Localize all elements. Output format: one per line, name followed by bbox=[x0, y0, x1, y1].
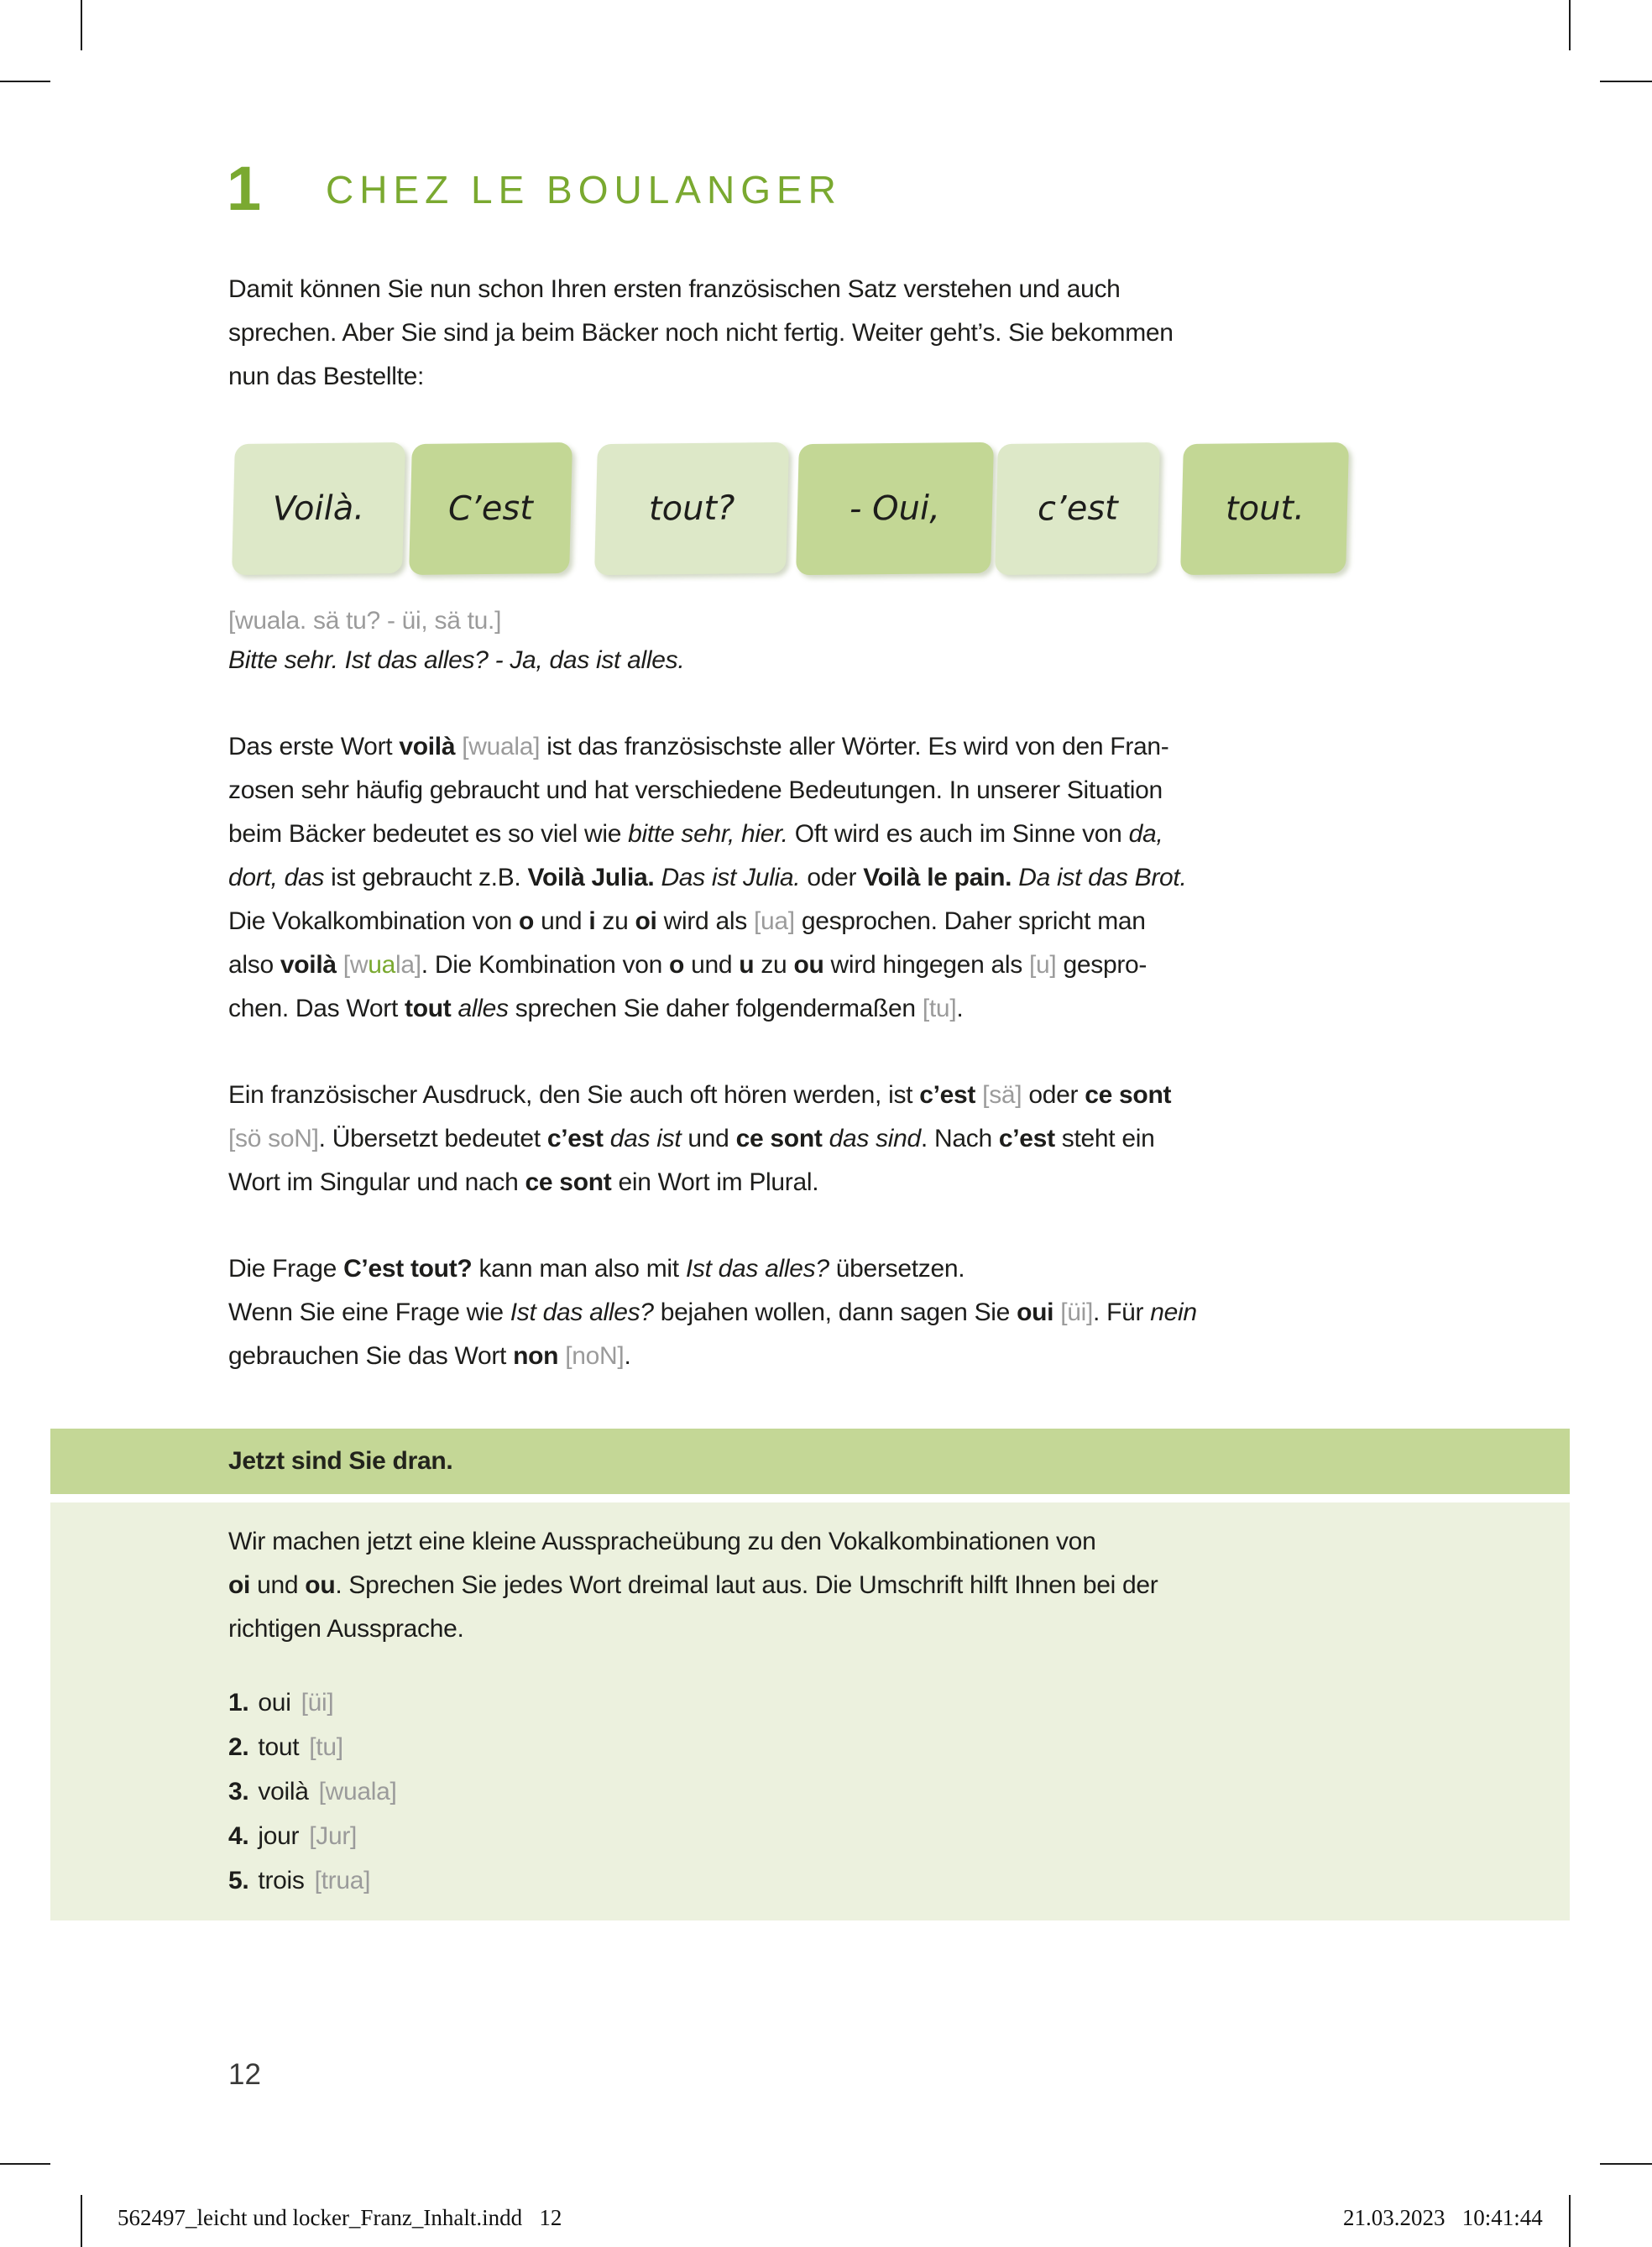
page-number: 12 bbox=[228, 2058, 261, 2091]
crop-mark-top-left-vertical bbox=[81, 0, 82, 50]
item-number: 1. bbox=[228, 1689, 249, 1717]
dialogue-tile bbox=[796, 442, 994, 575]
dialogue-tile bbox=[1180, 442, 1349, 575]
list-item bbox=[228, 1680, 397, 1725]
exercise-title: Jetzt sind Sie dran. bbox=[228, 1447, 453, 1475]
list-item bbox=[228, 1814, 397, 1858]
item-number: 5. bbox=[228, 1867, 249, 1894]
item-word: trois bbox=[258, 1867, 305, 1894]
dialogue-tile bbox=[409, 442, 572, 575]
item-pronunciation: [trua] bbox=[314, 1867, 371, 1894]
text-line: zosen sehr häufig gebraucht und hat verschiedene Bedeutungen. In unserer Situation bbox=[228, 776, 1163, 804]
text-line: Das erste Wort voilà [wuala] ist das französischste aller Wörter. Es wird von den Fran- bbox=[228, 733, 1169, 760]
item-pronunciation: [tu] bbox=[309, 1733, 343, 1761]
tile-label: tout? bbox=[648, 489, 735, 529]
item-number: 2. bbox=[228, 1733, 249, 1761]
tile-label: Voilà. bbox=[272, 489, 365, 529]
crop-mark-bottom-right-vertical bbox=[1569, 2195, 1571, 2247]
crop-mark-bottom-right-horizontal bbox=[1600, 2163, 1652, 2165]
item-word: oui bbox=[258, 1689, 291, 1717]
item-number: 3. bbox=[228, 1778, 249, 1805]
text-line: Damit können Sie nun schon Ihren ersten französischen Satz verstehen und auch bbox=[228, 275, 1121, 303]
dialogue-tile bbox=[232, 442, 405, 575]
crop-mark-top-left-horizontal bbox=[0, 81, 50, 82]
text-line: nun das Bestellte: bbox=[228, 363, 425, 390]
text-line: gebrauchen Sie das Wort non [noN]. bbox=[228, 1342, 631, 1370]
print-filename: 562497_leicht und locker_Franz_Inhalt.indd 12 bbox=[118, 2205, 562, 2230]
item-pronunciation: [Jur] bbox=[309, 1822, 358, 1850]
list-item bbox=[228, 1858, 397, 1903]
text-line: richtigen Aussprache. bbox=[228, 1615, 464, 1643]
text-line: Wenn Sie eine Frage wie Ist das alles? bejahen wollen, dann sagen Sie oui [üi]. Für nein bbox=[228, 1299, 1197, 1326]
item-pronunciation: [üi] bbox=[301, 1689, 334, 1717]
explanation-paragraph-3 bbox=[228, 1247, 1429, 1378]
item-word: tout bbox=[258, 1733, 300, 1761]
explanation-paragraph-1 bbox=[228, 725, 1429, 1031]
dialogue-tile bbox=[995, 442, 1160, 575]
text-line: chen. Das Wort tout alles sprechen Sie daher folgendermaßen [tu]. bbox=[228, 995, 964, 1022]
text-line: sprechen. Aber Sie sind ja beim Bäcker noch nicht fertig. Weiter geht’s. Sie bekommen bbox=[228, 319, 1174, 347]
translation-line: Bitte sehr. Ist das alles? - Ja, das ist alles. bbox=[228, 646, 685, 674]
text-line: [sö soN]. Übersetzt bedeutet c’est das ist und ce sont das sind. Nach c’est steht ein bbox=[228, 1125, 1155, 1152]
list-item bbox=[228, 1769, 397, 1814]
crop-mark-bottom-left-vertical bbox=[81, 2195, 82, 2247]
text-line: Wir machen jetzt eine kleine Ausspracheübung zu den Vokalkombinationen von bbox=[228, 1528, 1096, 1555]
tile-label: c’est bbox=[1037, 489, 1118, 529]
print-timestamp: 21.03.2023 10:41:44 bbox=[1343, 2205, 1543, 2230]
text-line: Ein französischer Ausdruck, den Sie auch oft hören werden, ist c’est [sä] oder ce sont bbox=[228, 1081, 1172, 1109]
intro-paragraph bbox=[228, 268, 1429, 399]
text-line: Wort im Singular und nach ce sont ein Wort im Plural. bbox=[228, 1168, 819, 1196]
pronunciation-list bbox=[228, 1680, 397, 1903]
text-line: oi und ou. Sprechen Sie jedes Wort dreimal laut aus. Die Umschrift hilft Ihnen bei der bbox=[228, 1571, 1158, 1599]
exercise-paragraph bbox=[228, 1520, 1429, 1651]
text-line: dort, das ist gebraucht z.B. Voilà Julia. Das ist Julia. oder Voilà le pain. Da ist das Brot. bbox=[228, 864, 1187, 891]
list-item bbox=[228, 1725, 397, 1769]
dialogue-tile bbox=[594, 442, 789, 575]
item-word: jour bbox=[258, 1822, 300, 1850]
item-pronunciation: [wuala] bbox=[318, 1778, 397, 1805]
text-line: also voilà [wuala]. Die Kombination von o und u zu ou wird hingegen als [u] gespro- bbox=[228, 951, 1148, 979]
text-line: Die Vokalkombination von o und i zu oi wird als [ua] gesprochen. Daher spricht man bbox=[228, 907, 1146, 935]
crop-mark-top-right-horizontal bbox=[1600, 81, 1652, 82]
tile-label: - Oui, bbox=[849, 489, 941, 529]
item-number: 4. bbox=[228, 1822, 249, 1850]
chapter-number: 1 bbox=[227, 154, 262, 223]
item-word: voilà bbox=[258, 1778, 309, 1805]
tile-label: C’est bbox=[447, 489, 534, 529]
phonetic-line: [wuala. sä tu? - üi, sä tu.] bbox=[228, 607, 502, 635]
crop-mark-top-right-vertical bbox=[1569, 0, 1571, 50]
chapter-title: CHEZ LE BOULANGER bbox=[326, 168, 842, 212]
text-line: beim Bäcker bedeutet es so viel wie bitte sehr, hier. Oft wird es auch im Sinne von da, bbox=[228, 820, 1163, 848]
exercise-title-bar bbox=[50, 1429, 1570, 1494]
text-line: Die Frage C’est tout? kann man also mit Ist das alles? übersetzen. bbox=[228, 1255, 965, 1283]
tile-label: tout. bbox=[1225, 489, 1304, 529]
explanation-paragraph-2 bbox=[228, 1074, 1429, 1204]
crop-mark-bottom-left-horizontal bbox=[0, 2163, 50, 2165]
